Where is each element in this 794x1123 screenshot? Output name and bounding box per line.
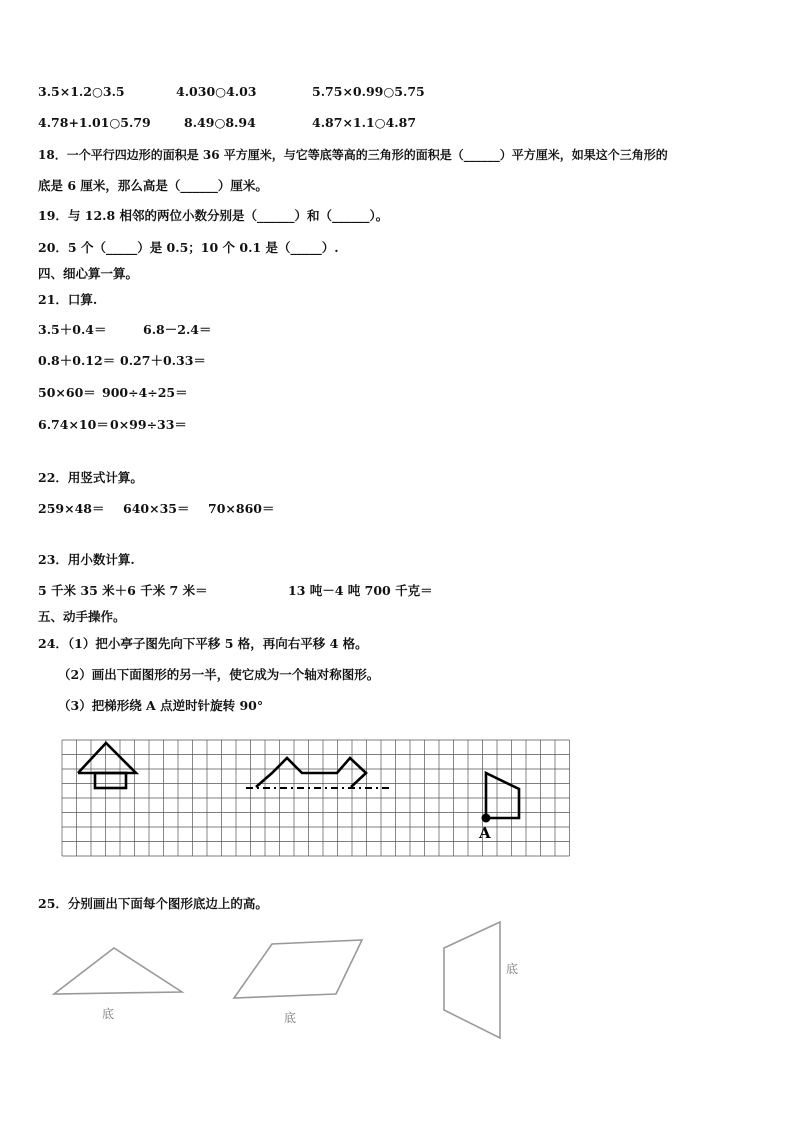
grid-figure <box>60 738 582 868</box>
trapezoid-shape <box>486 773 519 818</box>
oral-calc-item: 3.5＋0.4＝ <box>38 322 107 337</box>
trapezoid-base-label: 底 <box>506 962 519 976</box>
triangle-base-label: 底 <box>102 1007 115 1021</box>
vertical-calc-item: 70×860＝ <box>208 501 275 516</box>
decimal-calc-item: 5 千米 35 米＋6 千米 7 米＝ <box>38 583 208 598</box>
half-shape <box>256 758 366 787</box>
grid-lines <box>62 740 570 856</box>
question-19: 19．与 12.8 相邻的两位小数分别是（______）和（______）。 <box>38 208 389 223</box>
point-a-label: A <box>479 824 491 842</box>
compare-item: 3.5×1.2○3.5 <box>38 84 125 99</box>
question-24-line3: （3）把梯形绕 A 点逆时针旋转 90° <box>58 698 264 713</box>
question-25-title: 25．分别画出下面每个图形底边上的高。 <box>38 896 268 911</box>
pavilion-shape <box>78 743 136 788</box>
question-18-line1: 18．一个平行四边形的面积是 36 平方厘米，与它等底等高的三角形的面积是（______）平方厘米，如果这个三角形的 <box>38 148 668 162</box>
oral-calc-item: 6.8－2.4＝ <box>143 322 212 337</box>
shapes-figure <box>40 918 560 1044</box>
vertical-calc-item: 640×35＝ <box>123 501 190 516</box>
parallelogram-base-label: 底 <box>284 1011 297 1025</box>
decimal-calc-item: 13 吨－4 吨 700 千克＝ <box>288 583 433 598</box>
vertical-calc-item: 259×48＝ <box>38 501 105 516</box>
compare-item: 4.030○4.03 <box>176 84 257 99</box>
oral-calc-item: 50×60＝ <box>38 385 96 400</box>
question-22-title: 22．用竖式计算。 <box>38 470 143 485</box>
triangle-shape <box>54 948 182 994</box>
oral-calc-item: 0.8＋0.12＝ <box>38 353 116 368</box>
compare-item: 4.87×1.1○4.87 <box>312 115 417 130</box>
oral-calc-item: 0.27＋0.33＝ <box>120 353 206 368</box>
section-4-heading: 四、细心算一算。 <box>38 266 139 281</box>
parallelogram-shape <box>234 940 362 998</box>
question-23-title: 23．用小数计算. <box>38 552 135 567</box>
point-a-marker <box>482 814 491 823</box>
question-20: 20．5 个（_____）是 0.5；10 个 0.1 是（_____）. <box>38 240 339 255</box>
oral-calc-item: 6.74×10＝ <box>38 417 109 432</box>
trapezoid-vertical-shape <box>444 922 500 1038</box>
compare-item: 4.78+1.01○5.79 <box>38 115 151 130</box>
oral-calc-item: 0×99÷33＝ <box>110 417 187 432</box>
section-5-heading: 五、动手操作。 <box>38 609 126 624</box>
compare-item: 5.75×0.99○5.75 <box>312 84 425 99</box>
question-21-title: 21．口算. <box>38 292 98 307</box>
oral-calc-item: 900÷4÷25＝ <box>102 385 188 400</box>
question-24-line2: （2）画出下面图形的另一半，使它成为一个轴对称图形。 <box>58 667 380 682</box>
question-18-line2: 底是 6 厘米，那么高是（______）厘米。 <box>38 178 268 193</box>
compare-item: 8.49○8.94 <box>184 115 256 130</box>
question-24-line1: 24．（1）把小亭子图先向下平移 5 格，再向右平移 4 格。 <box>38 636 368 651</box>
